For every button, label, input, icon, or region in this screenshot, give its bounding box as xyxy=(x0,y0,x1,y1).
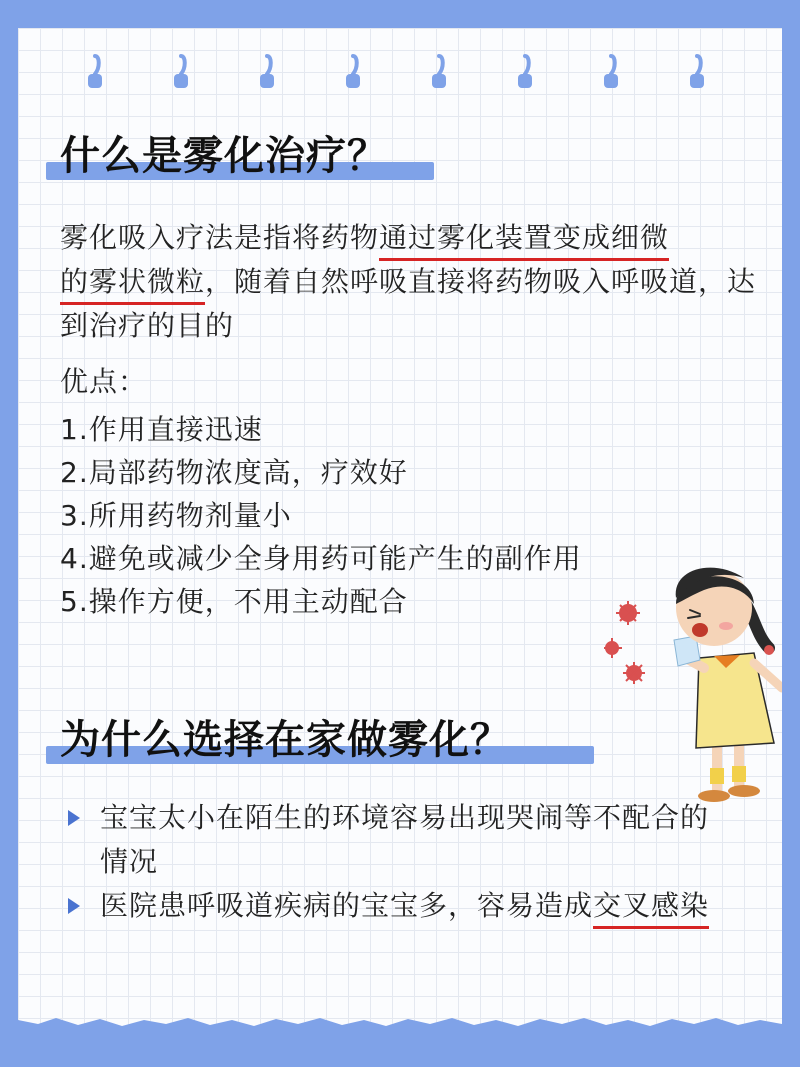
advantage-item: 3.所用药物剂量小 xyxy=(60,499,292,532)
advantage-item: 5.操作方便，不用主动配合 xyxy=(60,585,408,618)
triangle-bullet-icon xyxy=(68,810,80,826)
virus-icon xyxy=(604,601,645,684)
intro-paragraph xyxy=(60,216,760,348)
notebook-ring-icon xyxy=(688,54,706,94)
triangle-bullet-icon xyxy=(68,898,80,914)
notebook-ring-icon xyxy=(516,54,534,94)
advantage-item: 1.作用直接迅速 xyxy=(60,413,263,446)
notebook-ring-icon xyxy=(258,54,276,94)
section1-heading xyxy=(18,126,782,186)
intro-highlight-2: 的雾状微粒 xyxy=(60,265,205,305)
reason-item xyxy=(68,884,728,928)
reason-text: 医院患呼吸道疾病的宝宝多，容易造成 xyxy=(100,889,594,922)
notebook-ring-icon xyxy=(86,54,104,94)
advantage-item: 2.局部药物浓度高，疗效好 xyxy=(60,456,408,489)
notebook-ring-icon xyxy=(430,54,448,94)
intro-highlight-1: 通过雾化装置变成细微 xyxy=(379,221,669,261)
notebook-paper xyxy=(18,28,782,1038)
reason-text: 宝宝太小在陌生的环境容易出现哭闹等不配合的情况 xyxy=(100,801,710,878)
section1-title: 什么是雾化治疗？ xyxy=(60,133,388,179)
notebook-ring-icon xyxy=(172,54,190,94)
intro-text-start: 雾化吸入疗法是指将药物 xyxy=(60,221,380,254)
reason-highlight: 交叉感染 xyxy=(593,889,709,929)
reason-text-wrap xyxy=(100,884,728,928)
notebook-ring-icon xyxy=(602,54,620,94)
reason-item xyxy=(68,796,728,884)
notebook-ring-icon xyxy=(344,54,362,94)
section2-title: 为什么选择在家做雾化？ xyxy=(60,717,511,763)
torn-paper-edge xyxy=(18,1010,782,1038)
section2-heading xyxy=(18,710,782,770)
intro-text-end: ，随着自然呼吸直接将药物吸入呼吸道，达到治疗的目的 xyxy=(60,265,757,342)
sneezing-girl-illustration xyxy=(604,538,782,813)
advantages-label: 优点： xyxy=(60,365,148,398)
advantage-item: 4.避免或减少全身用药可能产生的副作用 xyxy=(60,542,582,575)
